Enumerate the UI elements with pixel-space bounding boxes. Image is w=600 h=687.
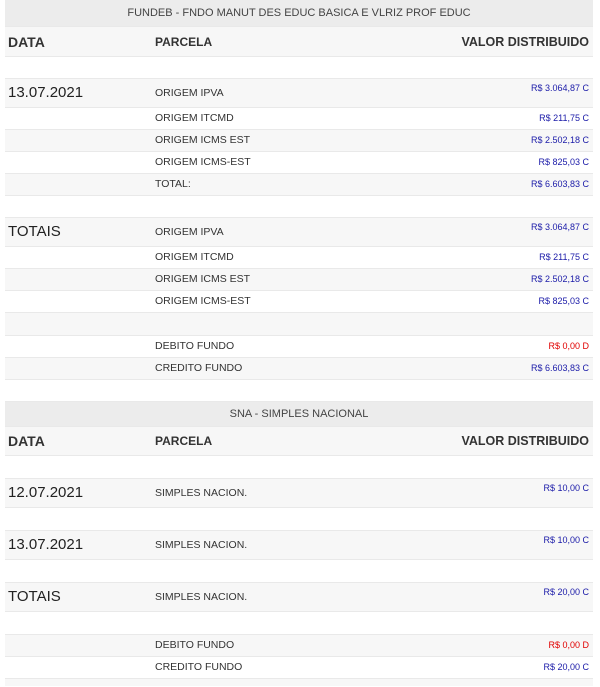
table-row: [5, 268, 593, 290]
section-title-sna: [5, 401, 593, 426]
spacer-row: [5, 379, 593, 401]
row-valor: R$ 20,00 C: [543, 587, 589, 597]
row-parcela: CREDITO FUNDO: [155, 362, 243, 374]
row-valor: R$ 6.603,83 C: [530, 363, 589, 373]
row-valor: R$ 20,00 C: [543, 662, 589, 672]
section-title-fundeb: [5, 0, 593, 26]
row-parcela: SIMPLES NACION.: [155, 487, 248, 499]
row-parcela: ORIGEM ICMS-EST: [155, 156, 251, 168]
row-valor: R$ 10,00 C: [543, 483, 589, 493]
header-parcela: PARCELA: [155, 434, 213, 448]
row-parcela: ORIGEM IPVA: [155, 226, 224, 238]
row-valor: R$ 2.502,18 C: [530, 135, 589, 145]
row-date: 12.07.2021: [8, 484, 84, 501]
row-date: 13.07.2021: [8, 84, 84, 101]
row-valor: R$ 825,03 C: [538, 157, 589, 167]
spacer-row: [5, 559, 593, 582]
table-row: [5, 582, 593, 611]
table-row-credit: [5, 357, 593, 379]
spacer-row: [5, 455, 593, 478]
distribution-report: [5, 0, 593, 686]
spacer-row: [5, 611, 593, 634]
row-parcela: ORIGEM IPVA: [155, 87, 224, 99]
row-valor: R$ 0,00 D: [548, 640, 589, 650]
row-parcela: ORIGEM ICMS EST: [155, 134, 251, 146]
row-parcela: CREDITO FUNDO: [155, 661, 243, 673]
row-valor: R$ 10,00 C: [543, 535, 589, 545]
row-parcela: TOTAL:: [155, 178, 191, 190]
table-row-credit: [5, 656, 593, 678]
row-valor: R$ 3.064,87 C: [530, 222, 589, 232]
row-valor: R$ 211,75 C: [539, 252, 589, 262]
section-title-text: FUNDEB - FNDO MANUT DES EDUC BASICA E VLRIZ PROF EDUC: [127, 7, 471, 19]
header-date: DATA: [8, 433, 45, 449]
table-row: [5, 107, 593, 129]
table-row: [5, 129, 593, 151]
row-parcela: SIMPLES NACION.: [155, 591, 248, 603]
spacer-row: [5, 678, 593, 686]
header-date: DATA: [8, 33, 45, 50]
table-row: [5, 246, 593, 268]
spacer-row: [5, 195, 593, 217]
row-parcela: DEBITO FUNDO: [155, 340, 235, 352]
table-row-debit: [5, 335, 593, 357]
table-header: [5, 26, 593, 56]
header-valor: VALOR DISTRIBUIDO: [461, 434, 589, 448]
header-parcela: PARCELA: [155, 34, 213, 49]
table-row-total: [5, 173, 593, 195]
header-valor: VALOR DISTRIBUIDO: [461, 34, 589, 49]
spacer-row: [5, 56, 593, 78]
row-date: TOTAIS: [8, 223, 61, 240]
table-row: [5, 151, 593, 173]
row-valor: R$ 6.603,83 C: [530, 179, 589, 189]
spacer-row: [5, 312, 593, 335]
row-valor: R$ 211,75 C: [539, 113, 589, 123]
section-title-text: SNA - SIMPLES NACIONAL: [229, 408, 369, 420]
row-date: TOTAIS: [8, 588, 61, 605]
table-row-debit: [5, 634, 593, 656]
row-valor: R$ 825,03 C: [538, 296, 589, 306]
row-parcela: DEBITO FUNDO: [155, 639, 235, 651]
table-header: [5, 426, 593, 455]
row-valor: R$ 3.064,87 C: [530, 83, 589, 93]
row-parcela: ORIGEM ITCMD: [155, 251, 234, 263]
row-parcela: ORIGEM ICMS-EST: [155, 295, 251, 307]
row-date: 13.07.2021: [8, 536, 84, 553]
table-row: [5, 217, 593, 246]
row-valor: R$ 0,00 D: [548, 341, 589, 351]
table-row: [5, 530, 593, 559]
spacer-row: [5, 507, 593, 530]
row-parcela: ORIGEM ITCMD: [155, 112, 234, 124]
table-row: [5, 478, 593, 507]
table-row: [5, 290, 593, 312]
table-row: [5, 78, 593, 107]
row-parcela: ORIGEM ICMS EST: [155, 273, 251, 285]
row-parcela: SIMPLES NACION.: [155, 539, 248, 551]
row-valor: R$ 2.502,18 C: [530, 274, 589, 284]
